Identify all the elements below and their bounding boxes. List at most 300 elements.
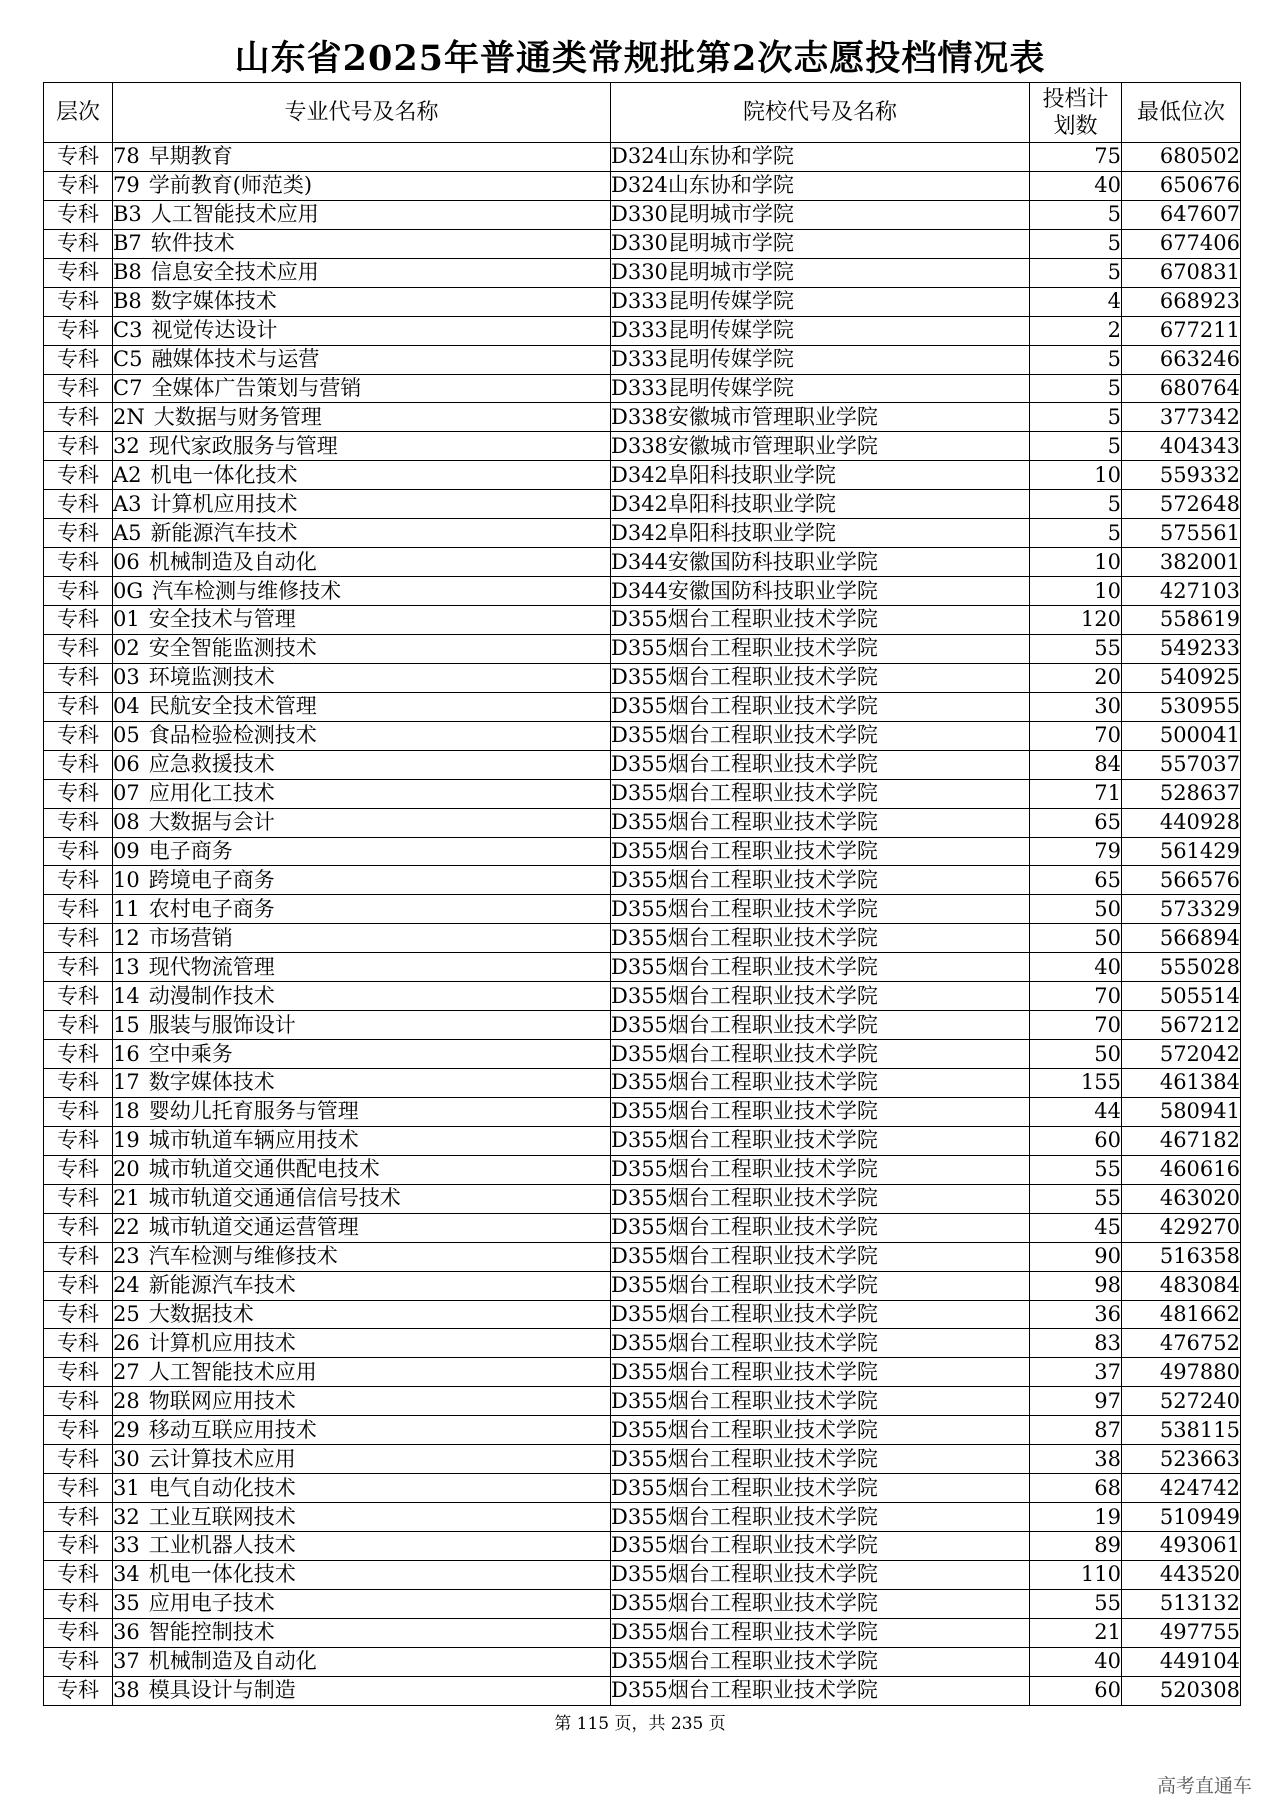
cell-rank: 483084	[1122, 1271, 1241, 1300]
major-code: 30	[113, 1446, 140, 1471]
major-code: 16	[113, 1041, 140, 1066]
table-row	[44, 1040, 1241, 1069]
table-row	[44, 287, 1241, 316]
cell-plan: 30	[1030, 692, 1122, 721]
major-name: 空中乘务	[148, 1041, 233, 1066]
cell-level: 专科	[44, 432, 113, 461]
cell-school: D355烟台工程职业技术学院	[611, 1155, 1030, 1184]
table-row	[44, 808, 1241, 837]
major-name: 软件技术	[150, 231, 235, 256]
cell-school: D344安徽国防科技职业学院	[611, 548, 1030, 577]
table-row	[44, 258, 1241, 287]
cell-school: D355烟台工程职业技术学院	[611, 1647, 1030, 1676]
cell-school: D355烟台工程职业技术学院	[611, 1676, 1030, 1705]
cell-major	[113, 519, 611, 548]
table-row	[44, 1474, 1241, 1503]
cell-rank: 461384	[1122, 1069, 1241, 1098]
major-name: 人工智能技术应用	[150, 202, 319, 227]
cell-level: 专科	[44, 171, 113, 200]
major-name: 机械制造及自动化	[148, 549, 317, 574]
cell-level: 专科	[44, 779, 113, 808]
cell-level: 专科	[44, 577, 113, 606]
cell-school: D324山东协和学院	[611, 143, 1030, 172]
admission-table	[43, 82, 1241, 1706]
cell-rank: 429270	[1122, 1213, 1241, 1242]
watermark: 高考直通车	[1156, 1775, 1252, 1797]
cell-school: D333昆明传媒学院	[611, 374, 1030, 403]
cell-level: 专科	[44, 403, 113, 432]
major-name: 机械制造及自动化	[148, 1649, 317, 1674]
header-rank: 最低位次	[1122, 83, 1241, 143]
cell-major	[113, 171, 611, 200]
table-row	[44, 1126, 1241, 1155]
major-name: 应用电子技术	[148, 1591, 275, 1616]
cell-plan: 45	[1030, 1213, 1122, 1242]
cell-major	[113, 490, 611, 519]
cell-level: 专科	[44, 1126, 113, 1155]
table-row	[44, 316, 1241, 345]
cell-major	[113, 403, 611, 432]
cell-major	[113, 432, 611, 461]
cell-school: D355烟台工程职业技术学院	[611, 1184, 1030, 1213]
cell-major	[113, 953, 611, 982]
cell-plan: 5	[1030, 490, 1122, 519]
table-row	[44, 895, 1241, 924]
cell-plan: 89	[1030, 1532, 1122, 1561]
cell-plan: 120	[1030, 606, 1122, 635]
cell-plan: 38	[1030, 1445, 1122, 1474]
cell-level: 专科	[44, 1358, 113, 1387]
cell-plan: 37	[1030, 1358, 1122, 1387]
cell-major	[113, 779, 611, 808]
cell-school: D355烟台工程职业技术学院	[611, 1532, 1030, 1561]
cell-level: 专科	[44, 1647, 113, 1676]
cell-rank: 575561	[1122, 519, 1241, 548]
major-name: 安全智能监测技术	[148, 636, 317, 661]
table-row	[44, 1329, 1241, 1358]
cell-rank: 449104	[1122, 1647, 1241, 1676]
cell-school: D342阜阳科技职业学院	[611, 461, 1030, 490]
cell-rank: 668923	[1122, 287, 1241, 316]
major-code: 12	[113, 925, 140, 950]
cell-level: 专科	[44, 692, 113, 721]
major-code: B8	[113, 289, 142, 314]
cell-rank: 500041	[1122, 721, 1241, 750]
table-row	[44, 1445, 1241, 1474]
major-code: 01	[113, 607, 140, 632]
cell-rank: 443520	[1122, 1560, 1241, 1589]
cell-level: 专科	[44, 1560, 113, 1589]
major-code: 19	[113, 1128, 140, 1153]
cell-level: 专科	[44, 1069, 113, 1098]
cell-level: 专科	[44, 837, 113, 866]
cell-school: D355烟台工程职业技术学院	[611, 1126, 1030, 1155]
major-name: 计算机应用技术	[150, 491, 298, 516]
major-code: 03	[113, 665, 140, 690]
cell-level: 专科	[44, 1242, 113, 1271]
cell-level: 专科	[44, 258, 113, 287]
cell-rank: 520308	[1122, 1676, 1241, 1705]
cell-plan: 65	[1030, 808, 1122, 837]
table-row	[44, 1647, 1241, 1676]
table-row	[44, 577, 1241, 606]
cell-major	[113, 1618, 611, 1647]
cell-school: D355烟台工程职业技术学院	[611, 1416, 1030, 1445]
cell-plan: 5	[1030, 345, 1122, 374]
major-code: 06	[113, 752, 140, 777]
cell-plan: 50	[1030, 924, 1122, 953]
cell-school: D355烟台工程职业技术学院	[611, 779, 1030, 808]
table-row	[44, 750, 1241, 779]
cell-rank: 404343	[1122, 432, 1241, 461]
cell-level: 专科	[44, 461, 113, 490]
table-row	[44, 1069, 1241, 1098]
cell-rank: 555028	[1122, 953, 1241, 982]
cell-rank: 559332	[1122, 461, 1241, 490]
cell-plan: 79	[1030, 837, 1122, 866]
cell-school: D355烟台工程职业技术学院	[611, 1300, 1030, 1329]
cell-school: D355烟台工程职业技术学院	[611, 1040, 1030, 1069]
cell-major	[113, 663, 611, 692]
cell-rank: 566576	[1122, 866, 1241, 895]
major-name: 服装与服饰设计	[148, 1012, 296, 1037]
cell-major	[113, 1097, 611, 1126]
cell-major	[113, 287, 611, 316]
cell-plan: 5	[1030, 432, 1122, 461]
table-row	[44, 403, 1241, 432]
cell-level: 专科	[44, 1618, 113, 1647]
major-name: 云计算技术应用	[148, 1446, 296, 1471]
cell-level: 专科	[44, 200, 113, 229]
cell-school: D355烟台工程职业技术学院	[611, 750, 1030, 779]
cell-level: 专科	[44, 1040, 113, 1069]
major-code: 35	[113, 1591, 140, 1616]
header-major: 专业代号及名称	[113, 83, 611, 143]
cell-rank: 427103	[1122, 577, 1241, 606]
major-code: 10	[113, 867, 140, 892]
table-row	[44, 953, 1241, 982]
cell-plan: 10	[1030, 577, 1122, 606]
major-code: 09	[113, 838, 140, 863]
cell-level: 专科	[44, 490, 113, 519]
table-row	[44, 432, 1241, 461]
cell-level: 专科	[44, 1532, 113, 1561]
cell-plan: 40	[1030, 953, 1122, 982]
cell-level: 专科	[44, 1416, 113, 1445]
cell-level: 专科	[44, 606, 113, 635]
cell-plan: 19	[1030, 1503, 1122, 1532]
cell-school: D338安徽城市管理职业学院	[611, 403, 1030, 432]
cell-plan: 71	[1030, 779, 1122, 808]
major-code: A5	[113, 520, 142, 545]
cell-level: 专科	[44, 1271, 113, 1300]
cell-major	[113, 1011, 611, 1040]
major-code: 28	[113, 1388, 140, 1413]
cell-rank: 561429	[1122, 837, 1241, 866]
header-plan	[1030, 83, 1122, 143]
header-plan-line2: 划数	[1053, 113, 1098, 139]
cell-rank: 523663	[1122, 1445, 1241, 1474]
major-name: 移动互联应用技术	[148, 1417, 317, 1442]
cell-plan: 55	[1030, 1589, 1122, 1618]
cell-major	[113, 143, 611, 172]
major-code: 21	[113, 1186, 140, 1211]
cell-major	[113, 1560, 611, 1589]
cell-plan: 55	[1030, 1184, 1122, 1213]
table-row	[44, 606, 1241, 635]
major-code: 24	[113, 1273, 140, 1298]
cell-school: D355烟台工程职业技术学院	[611, 1445, 1030, 1474]
cell-school: D355烟台工程职业技术学院	[611, 1011, 1030, 1040]
header-level: 层次	[44, 83, 113, 143]
cell-level: 专科	[44, 1503, 113, 1532]
cell-rank: 538115	[1122, 1416, 1241, 1445]
cell-major	[113, 1213, 611, 1242]
major-name: 模具设计与制造	[148, 1678, 296, 1703]
major-name: 大数据技术	[148, 1301, 254, 1326]
table-row	[44, 229, 1241, 258]
table-row	[44, 692, 1241, 721]
cell-major	[113, 634, 611, 663]
cell-school: D355烟台工程职业技术学院	[611, 1213, 1030, 1242]
major-code: 78	[113, 144, 140, 169]
cell-major	[113, 837, 611, 866]
cell-major	[113, 750, 611, 779]
cell-level: 专科	[44, 1329, 113, 1358]
cell-rank: 558619	[1122, 606, 1241, 635]
table-row	[44, 866, 1241, 895]
cell-level: 专科	[44, 519, 113, 548]
major-code: C5	[113, 347, 143, 372]
cell-major	[113, 374, 611, 403]
cell-level: 专科	[44, 229, 113, 258]
cell-rank: 680502	[1122, 143, 1241, 172]
table-row	[44, 1213, 1241, 1242]
major-code: 04	[113, 694, 140, 719]
major-name: 汽车检测与维修技术	[148, 1244, 338, 1269]
cell-school: D344安徽国防科技职业学院	[611, 577, 1030, 606]
major-code: 07	[113, 781, 140, 806]
major-name: 物联网应用技术	[148, 1388, 296, 1413]
cell-level: 专科	[44, 1011, 113, 1040]
cell-major	[113, 721, 611, 750]
cell-rank: 557037	[1122, 750, 1241, 779]
cell-level: 专科	[44, 143, 113, 172]
cell-level: 专科	[44, 750, 113, 779]
cell-level: 专科	[44, 808, 113, 837]
cell-level: 专科	[44, 982, 113, 1011]
cell-major	[113, 1329, 611, 1358]
cell-plan: 97	[1030, 1387, 1122, 1416]
cell-rank: 497880	[1122, 1358, 1241, 1387]
cell-plan: 155	[1030, 1069, 1122, 1098]
table-row	[44, 663, 1241, 692]
major-name: 婴幼儿托育服务与管理	[148, 1099, 359, 1124]
cell-school: D342阜阳科技职业学院	[611, 519, 1030, 548]
cell-school: D355烟台工程职业技术学院	[611, 982, 1030, 1011]
major-name: 电子商务	[148, 838, 233, 863]
cell-rank: 567212	[1122, 1011, 1241, 1040]
major-name: 城市轨道交通通信信号技术	[148, 1186, 401, 1211]
table-row	[44, 461, 1241, 490]
cell-school: D355烟台工程职业技术学院	[611, 866, 1030, 895]
cell-major	[113, 1358, 611, 1387]
major-code: 26	[113, 1330, 140, 1355]
cell-plan: 36	[1030, 1300, 1122, 1329]
table-row	[44, 1676, 1241, 1705]
header-school: 院校代号及名称	[611, 83, 1030, 143]
cell-plan: 21	[1030, 1618, 1122, 1647]
cell-school: D355烟台工程职业技术学院	[611, 924, 1030, 953]
table-header-row	[44, 83, 1241, 143]
major-name: 计算机应用技术	[148, 1330, 296, 1355]
cell-rank: 530955	[1122, 692, 1241, 721]
page-title: 山东省2025年普通类常规批第2次志愿投档情况表	[234, 38, 1046, 79]
table-row	[44, 924, 1241, 953]
cell-school: D355烟台工程职业技术学院	[611, 692, 1030, 721]
cell-major	[113, 577, 611, 606]
cell-plan: 98	[1030, 1271, 1122, 1300]
table-row	[44, 519, 1241, 548]
cell-school: D355烟台工程职业技术学院	[611, 1271, 1030, 1300]
cell-level: 专科	[44, 953, 113, 982]
cell-rank: 580941	[1122, 1097, 1241, 1126]
cell-rank: 510949	[1122, 1503, 1241, 1532]
cell-plan: 75	[1030, 143, 1122, 172]
cell-rank: 528637	[1122, 779, 1241, 808]
major-name: 跨境电子商务	[148, 867, 275, 892]
major-code: 05	[113, 723, 140, 748]
table-row	[44, 1358, 1241, 1387]
cell-plan: 20	[1030, 663, 1122, 692]
major-code: A2	[113, 462, 142, 487]
cell-major	[113, 1445, 611, 1474]
major-name: 工业互联网技术	[148, 1504, 296, 1529]
table-row	[44, 1097, 1241, 1126]
cell-major	[113, 1532, 611, 1561]
major-name: 电气自动化技术	[148, 1475, 296, 1500]
cell-rank: 573329	[1122, 895, 1241, 924]
major-code: 20	[113, 1157, 140, 1182]
table-row	[44, 1300, 1241, 1329]
cell-school: D333昆明传媒学院	[611, 345, 1030, 374]
cell-major	[113, 982, 611, 1011]
cell-level: 专科	[44, 1155, 113, 1184]
cell-level: 专科	[44, 924, 113, 953]
cell-school: D355烟台工程职业技术学院	[611, 953, 1030, 982]
major-name: 农村电子商务	[148, 896, 275, 921]
major-code: 17	[113, 1070, 140, 1095]
cell-level: 专科	[44, 374, 113, 403]
cell-level: 专科	[44, 1445, 113, 1474]
cell-level: 专科	[44, 287, 113, 316]
table-row	[44, 548, 1241, 577]
cell-plan: 5	[1030, 258, 1122, 287]
cell-major	[113, 1503, 611, 1532]
cell-rank: 476752	[1122, 1329, 1241, 1358]
header-plan-line1: 投档计	[1042, 86, 1109, 112]
major-code: B8	[113, 260, 142, 285]
major-name: 视觉传达设计	[151, 318, 278, 343]
major-name: 环境监测技术	[148, 665, 275, 690]
cell-rank: 513132	[1122, 1589, 1241, 1618]
cell-school: D355烟台工程职业技术学院	[611, 1097, 1030, 1126]
cell-school: D355烟台工程职业技术学院	[611, 1503, 1030, 1532]
cell-rank: 424742	[1122, 1474, 1241, 1503]
cell-major	[113, 200, 611, 229]
cell-plan: 5	[1030, 403, 1122, 432]
cell-school: D333昆明传媒学院	[611, 287, 1030, 316]
cell-level: 专科	[44, 1184, 113, 1213]
major-name: 融媒体技术与运营	[151, 347, 320, 372]
major-code: 02	[113, 636, 140, 661]
cell-level: 专科	[44, 1097, 113, 1126]
cell-major	[113, 866, 611, 895]
major-code: A3	[113, 491, 142, 516]
cell-plan: 50	[1030, 895, 1122, 924]
major-name: 食品检验检测技术	[148, 723, 317, 748]
cell-rank: 540925	[1122, 663, 1241, 692]
cell-major	[113, 1300, 611, 1329]
cell-major	[113, 1387, 611, 1416]
cell-level: 专科	[44, 1300, 113, 1329]
table-row	[44, 1155, 1241, 1184]
major-code: 32	[113, 1504, 140, 1529]
cell-rank: 377342	[1122, 403, 1241, 432]
major-code: 37	[113, 1649, 140, 1674]
cell-level: 专科	[44, 1676, 113, 1705]
table-row	[44, 490, 1241, 519]
cell-school: D355烟台工程职业技术学院	[611, 837, 1030, 866]
table-row	[44, 1503, 1241, 1532]
major-code: 34	[113, 1562, 140, 1587]
major-name: 新能源汽车技术	[150, 520, 298, 545]
major-name: 现代物流管理	[148, 954, 275, 979]
major-name: 汽车检测与维修技术	[152, 578, 342, 603]
cell-plan: 2	[1030, 316, 1122, 345]
cell-rank: 566894	[1122, 924, 1241, 953]
cell-major	[113, 345, 611, 374]
page-footer: 第 115 页，共 235 页	[554, 1714, 726, 1734]
major-code: 0G	[113, 578, 144, 603]
cell-rank: 527240	[1122, 1387, 1241, 1416]
cell-level: 专科	[44, 663, 113, 692]
major-name: 全媒体广告策划与营销	[151, 375, 362, 400]
cell-plan: 55	[1030, 1155, 1122, 1184]
cell-level: 专科	[44, 1213, 113, 1242]
major-name: 安全技术与管理	[148, 607, 296, 632]
major-name: 数字媒体技术	[150, 289, 277, 314]
cell-level: 专科	[44, 721, 113, 750]
cell-plan: 87	[1030, 1416, 1122, 1445]
table-row	[44, 721, 1241, 750]
table-row	[44, 143, 1241, 172]
major-name: 城市轨道车辆应用技术	[148, 1128, 359, 1153]
cell-rank: 463020	[1122, 1184, 1241, 1213]
major-code: 11	[113, 896, 140, 921]
cell-rank: 680764	[1122, 374, 1241, 403]
cell-plan: 70	[1030, 1011, 1122, 1040]
table-row	[44, 1560, 1241, 1589]
major-code: 38	[113, 1678, 140, 1703]
table-row	[44, 171, 1241, 200]
cell-plan: 60	[1030, 1676, 1122, 1705]
major-code: 22	[113, 1215, 140, 1240]
major-name: 城市轨道交通运营管理	[148, 1215, 359, 1240]
major-code: 79	[113, 173, 140, 198]
cell-level: 专科	[44, 1589, 113, 1618]
cell-major	[113, 895, 611, 924]
